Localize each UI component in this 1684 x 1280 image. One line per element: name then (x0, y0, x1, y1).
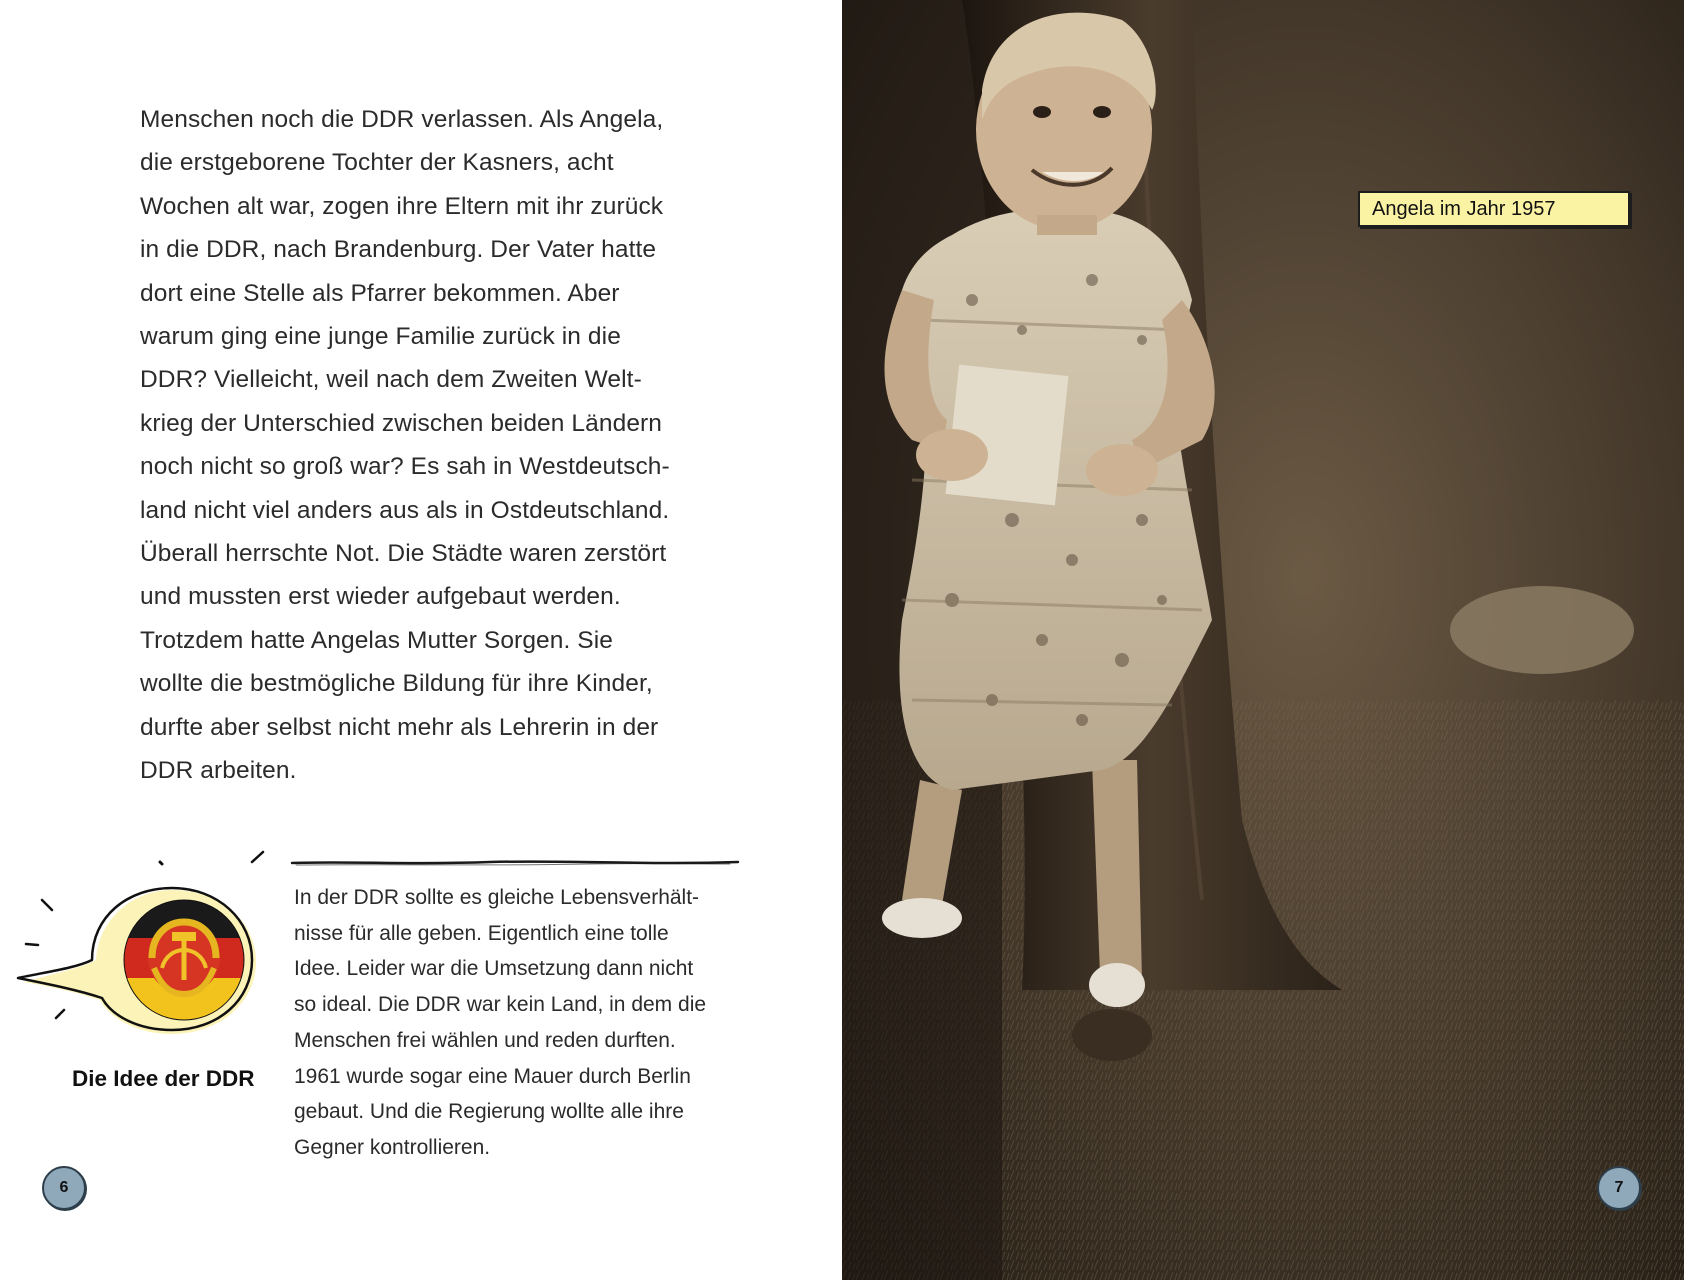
info-line: 1961 wurde sogar eine Mauer durch Berlin (294, 1064, 691, 1088)
body-line: warum ging eine junge Familie zurück in die (140, 323, 621, 351)
body-line: Wochen alt war, zogen ihre Eltern mit ihr zurück (140, 192, 664, 220)
body-line: Überall herrschte Not. Die Städte waren zerstört (140, 540, 667, 568)
info-divider (290, 854, 740, 872)
body-line: und mussten erst wieder aufgebaut werden. (140, 583, 621, 611)
info-line: Gegner kontrollieren. (294, 1135, 491, 1159)
info-line: In der DDR sollte es gleiche Lebensverhält- (294, 886, 700, 909)
body-line: DDR arbeiten. (140, 757, 297, 785)
body-line: wollte die bestmögliche Bildung für ihre Kinder, (140, 670, 653, 698)
info-text (294, 880, 754, 1166)
info-line: Menschen frei wählen und reden durften. (294, 1028, 676, 1052)
body-line: noch nicht so groß war? Es sah in Westdeutsch- (140, 453, 670, 481)
body-line: DDR? Vielleicht, weil nach dem Zweiten Welt- (140, 366, 642, 394)
info-line: Idee. Leider war die Umsetzung dann nicht (294, 957, 694, 981)
info-line: nisse für alle geben. Eigentlich eine tolle (294, 921, 669, 945)
body-line: die erstgeborene Tochter der Kasners, acht (140, 149, 614, 177)
body-text (140, 98, 740, 793)
page-number-right: 7 (1597, 1166, 1641, 1210)
page-number-left: 6 (42, 1166, 86, 1210)
info-line: so ideal. Die DDR war kein Land, in dem die (294, 993, 707, 1017)
body-line: durfte aber selbst nicht mehr als Lehrerin in der (140, 713, 659, 741)
body-line: dort eine Stelle als Pfarrer bekommen. Aber (140, 279, 620, 307)
body-line: Trotzdem hatte Angelas Mutter Sorgen. Sie (140, 626, 614, 654)
gdr-emblem-speech-bubble-icon (12, 850, 272, 1055)
info-line: gebaut. Und die Regierung wollte alle ihre (294, 1100, 684, 1124)
photo-caption: Angela im Jahr 1957 (1358, 191, 1630, 227)
info-title: Die Idee der DDR (72, 1066, 255, 1091)
body-line: land nicht viel anders aus als in Ostdeutschland. (140, 496, 670, 524)
body-line: krieg der Unterschied zwischen beiden Ländern (140, 409, 663, 437)
body-line: Menschen noch die DDR verlassen. Als Angela, (140, 106, 664, 133)
body-line: in die DDR, nach Brandenburg. Der Vater hatte (140, 236, 657, 264)
